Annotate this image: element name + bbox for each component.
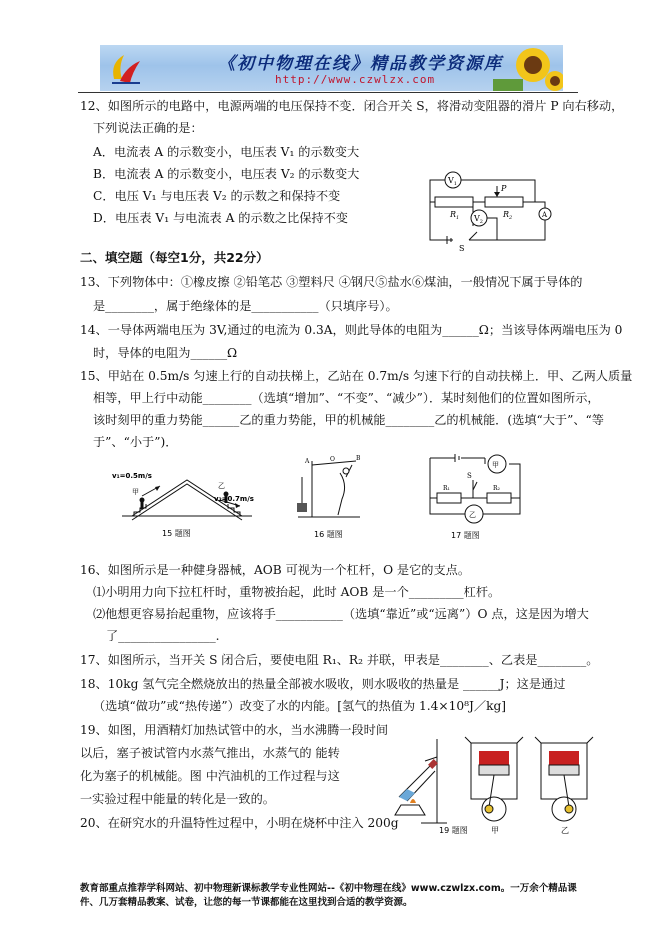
- fig19-caption: 19 题图: [439, 826, 468, 835]
- v2-label: $V_2$: [474, 214, 483, 225]
- text-line: 相等，甲上行中动能________（选填“增加”、“不变”、“减少”）．某时刻他们的位置如图所示，: [93, 391, 600, 405]
- text-line: D．电压表 V₁ 与电流表 A 的示数之比保持不变: [93, 211, 348, 225]
- p-label: P: [501, 184, 507, 193]
- point-o-label: O: [330, 456, 335, 463]
- text-line: 18、10kg 氢气完全燃烧放出的热量全部被水吸收，则水吸收的热量是 ______J；这是通过: [80, 677, 566, 691]
- text-line: 13、下列物体中：①橡皮擦 ②铅笔芯 ③塑料尺 ④钢尺⑤盐水⑥煤油，一般情况下属于导体的: [80, 275, 583, 289]
- text-line: 二、填空题（每空1分，共22分）: [80, 250, 269, 265]
- page-footer: [80, 882, 600, 910]
- footer-line-2: 件、几万套精品教案、试卷，让您的每一节课都能在这里找到合适的教学资源。: [80, 897, 413, 908]
- v1-speed-label: v₁=0.5m/s: [112, 472, 152, 480]
- text-line: ⑴小明用力向下拉杠杆时，重物被抬起，此时 AOB 是一个_________杠杆。: [93, 585, 501, 599]
- text-line: 12、如图所示的电路中，电源两端的电压保持不变．闭合开关 S，将滑动变阻器的滑片 P 向右移动，: [80, 99, 624, 113]
- fig15-caption: 15 题图: [162, 529, 191, 538]
- engine-stroke-yi: [535, 737, 593, 821]
- text-line: 16、如图所示是一种健身器械，AOB 可视为一个杠杆，O 是它的支点。: [80, 563, 471, 577]
- header-rule: [78, 92, 578, 93]
- banner-url: http://www.czwlzx.com: [275, 73, 436, 86]
- fig17-caption: 17 题图: [451, 531, 480, 540]
- text-line: A．电流表 A 的示数变小，电压表 V₁ 的示数变大: [93, 145, 360, 159]
- switch-s-label: S: [467, 472, 472, 480]
- fig17-circuit: [425, 452, 530, 542]
- fig15-escalator: [112, 458, 262, 538]
- r2-label: $R_2$: [503, 210, 513, 221]
- fig19-jia-label: 甲: [491, 826, 499, 835]
- ammeter-label: A: [542, 211, 548, 219]
- text-line: 15、甲站在 0.5m/s 匀速上行的自动扶梯上，乙站在 0.7m/s 匀速下行的自动扶梯上．甲、乙两人质量: [80, 369, 633, 383]
- text-line: ⑵他想更容易抬起重物，应该将手___________（选填“靠近”或“远离”）O 点，这是因为增大: [93, 607, 589, 621]
- yi-label: 乙: [218, 482, 225, 490]
- text-line: 该时刻甲的重力势能______乙的重力势能，甲的机械能________乙的机械能．(选填“大于”、“等: [93, 413, 604, 427]
- v1-label: $V_1$: [448, 176, 457, 187]
- text-line: 19、如图，用酒精灯加热试管中的水，当水沸腾一段时间: [80, 723, 389, 737]
- footer-line-1: 教育部重点推荐学科网站、初中物理新课标教学专业性网站--《初中物理在线》www.czwlzx.com。一万余个精品课: [80, 883, 577, 894]
- r1-label: R₁: [443, 485, 450, 492]
- banner-title: 《初中物理在线》精品教学资源库: [218, 54, 503, 74]
- point-b-label: B: [356, 455, 361, 462]
- switch-label: S: [459, 244, 465, 252]
- engine-stroke-jia: [465, 737, 523, 821]
- r2-label: R₂: [493, 485, 500, 492]
- text-line: 一实验过程中能量的转化是一致的。: [80, 792, 275, 806]
- v2-speed-label: v₂=0.7m/s: [214, 495, 254, 503]
- header-banner: [100, 45, 563, 91]
- text-line: B．电流表 A 的示数变小，电压表 V₂ 的示数变大: [93, 167, 360, 181]
- text-line: 是________，属于绝缘体的是___________（只填序号）。: [93, 299, 398, 313]
- text-line: 时，导体的电阻为______Ω: [93, 346, 238, 360]
- text-line: 于”、“小于”)．: [93, 435, 178, 449]
- sunflower-icon: [493, 45, 563, 91]
- text-line: 下列说法正确的是：: [93, 121, 203, 135]
- jia-meter-label: 甲: [492, 461, 499, 469]
- fig19-heat-engine: [385, 735, 595, 835]
- point-a-label: A: [305, 458, 310, 465]
- fig16-caption: 16 题图: [314, 530, 343, 539]
- text-line: 以后，塞子被试管内水蒸气推出，水蒸气的 能转: [80, 746, 340, 760]
- text-line: 20、在研究水的升温特性过程中，小明在烧杯中注入 200g: [80, 816, 399, 830]
- jia-label: 甲: [132, 488, 139, 496]
- r1-label: $R_1$: [450, 210, 460, 221]
- site-logo-icon: [106, 49, 146, 87]
- text-line: 17、如图所示，当开关 S 闭合后，要使电阻 R₁、R₂ 并联，甲表是________、乙表是________。: [80, 653, 599, 667]
- text-line: C．电压 V₁ 与电压表 V₂ 的示数之和保持不变: [93, 189, 341, 203]
- q12-circuit-figure: [425, 162, 555, 252]
- fig19-yi-label: 乙: [561, 826, 569, 835]
- fig16-lever: [290, 455, 370, 540]
- text-line: （选填“做功”或“热传递”）改变了水的内能。[氢气的热值为 1.4×10⁸J／kg]: [93, 699, 507, 713]
- yi-meter-label: 乙: [469, 511, 476, 519]
- text-line: 14、一导体两端电压为 3V,通过的电流为 0.3A，则此导体的电阻为______Ω；当该导体两端电压为 0: [80, 323, 623, 337]
- text-line: 化为塞子的机械能。图 中汽油机的工作过程与这: [80, 769, 340, 783]
- text-line: 了________________.: [106, 629, 220, 643]
